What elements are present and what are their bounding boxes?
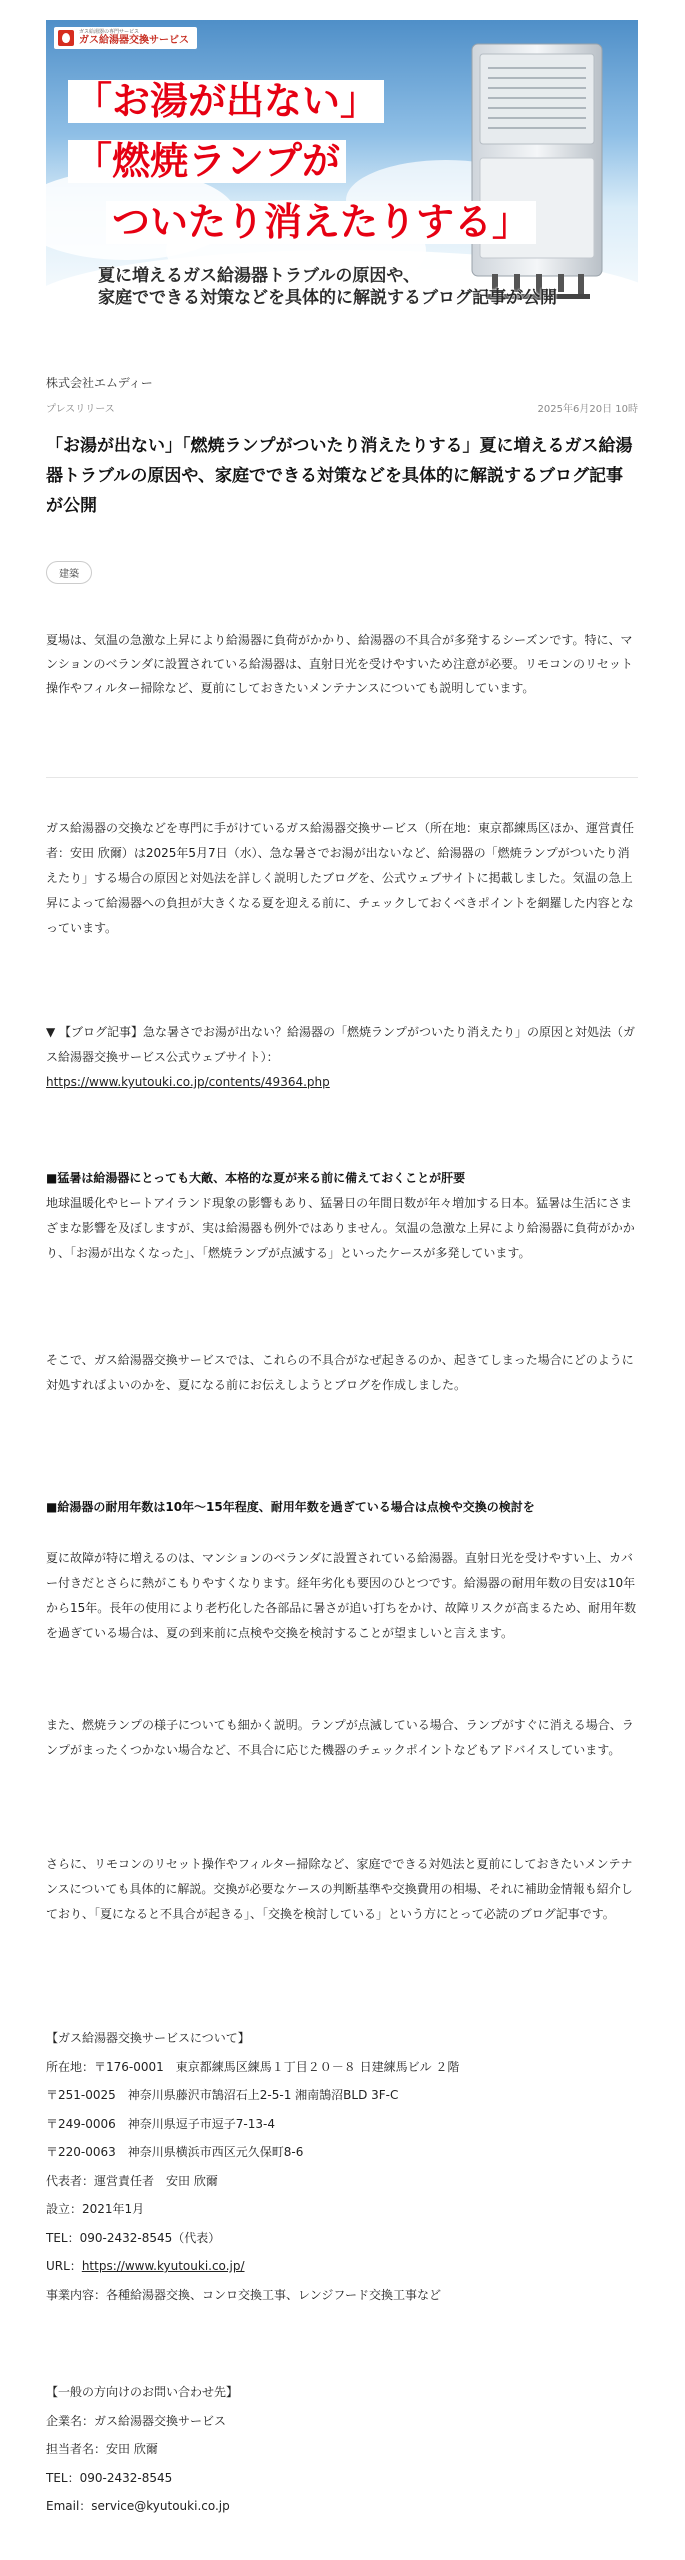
contact-email: Email：service@kyutouki.co.jp (46, 2499, 230, 2514)
company-address-3: 〒249-0006 神奈川県逗子市逗子7-13-4 (46, 2116, 275, 2131)
hero-subtitle (98, 265, 557, 309)
logo-name: ガス給湯器交換サービス (79, 35, 189, 46)
section-heading-2: ■給湯器の耐用年数は10年～15年程度、耐用年数を過ぎている場合は点検や交換の検討を (46, 1500, 535, 1514)
company-address-2: 〒251-0025 神奈川県藤沢市鵠沼石上2-5-1 湘南鵠沼BLD 3F-C (46, 2088, 399, 2103)
company-url-label: URL： (46, 2259, 82, 2274)
company-business: 事業内容：各種給湯器交換、コンロ交換工事、レンジフード交換工事など (46, 2287, 442, 2302)
headline-line-1: 「お湯が出ない」 (68, 80, 384, 123)
company-url-link[interactable]: https://www.kyutouki.co.jp/ (81, 2259, 245, 2274)
category-label[interactable]: プレスリリース (46, 404, 115, 415)
contact-info-block (46, 2378, 638, 2521)
blog-article-link[interactable]: https://www.kyutouki.co.jp/contents/49364.php (46, 1074, 330, 1089)
company-address-1: 所在地：〒176-0001 東京都練馬区練馬１丁目２０－８ 日建練馬ビル ２階 (46, 2059, 460, 2074)
blog-link-text: ▼ 【ブログ記事】急な暑さでお湯が出ない？給湯器の「燃焼ランプがついたり消えたり」の原因と対処法（ガス給湯器交換サービス公式ウェブサイト）： (46, 1025, 636, 1064)
page-title: 「お湯が出ない」「燃焼ランプがついたり消えたりする」夏に増えるガス給湯器トラブルの原因や、家庭でできる対策などを具体的に解説するブログ記事が公開 (46, 436, 633, 516)
contact-tel: TEL：090-2432-8545 (46, 2470, 173, 2485)
hero-subtitle-line-2: 家庭でできる対策などを具体的に解説するブログ記事が公開 (98, 288, 557, 309)
contact-company: 企業名：ガス給湯器交換サービス (46, 2413, 227, 2428)
contact-heading: 【一般の方向けのお問い合わせ先】 (46, 2385, 239, 2399)
category-tag[interactable]: 建築 (46, 561, 92, 584)
flame-logo-icon (58, 30, 74, 46)
meta-row (46, 400, 638, 415)
company-name[interactable]: 株式会社エムディー (46, 376, 153, 390)
company-address-4: 〒220-0063 神奈川県横浜市西区元久保町8-6 (46, 2145, 304, 2160)
headline-line-2: 「燃焼ランプが (68, 140, 346, 183)
lead-paragraph: 夏場は、気温の急激な上昇により給湯器に負荷がかかり、給湯器の不具合が多発するシーズンです。特に、マンションのベランダに設置されている給湯器は、直射日光を受けやすいため注意が必要。リモコンのリセット操作やフィルター掃除など、夏前にしておきたいメンテナンスについても説明しています。 (46, 633, 633, 695)
hero-banner-image (46, 20, 638, 322)
company-info-block (46, 2024, 638, 2309)
hero-subtitle-line-1: 夏に増えるガス給湯器トラブルの原因や、 (98, 266, 420, 286)
company-tel: TEL：090-2432-8545（代表） (46, 2230, 221, 2245)
company-established: 設立：2021年1月 (46, 2202, 145, 2217)
contact-person: 担当者名：安田 欣爾 (46, 2442, 158, 2457)
body-paragraph-4: 夏に故障が特に増えるのは、マンションのベランダに設置されている給湯器。直射日光を受けやすい上、カバー付きだとさらに熱がこもりやすくなります。経年劣化も要因のひとつです。給湯器の耐用年数の目安は10年から15年。長年の使用により老朽化した各部品に暑さが追い打ちをかけ、故障リスクが高まるため、耐用年数を過ぎている場合は、夏の到来前に点検や交換を検討することが望ましいと言えます。 (46, 1551, 637, 1640)
company-info-heading: 【ガス給湯器交換サービスについて】 (46, 2031, 250, 2045)
section-heading-1: ■猛暑は給湯器にとっても大敵、本格的な夏が来る前に備えておくことが肝要 (46, 1171, 466, 1185)
body-paragraph-3: そこで、ガス給湯器交換サービスでは、これらの不具合がなぜ起きるのか、起きてしまった場合にどのように対処すればよいのかを、夏になる前にお伝えしようとブログを作成しました。 (46, 1353, 634, 1392)
body-paragraph-6: さらに、リモコンのリセット操作やフィルター掃除など、家庭でできる対処法と夏前にしておきたいメンテナンスについても具体的に解説。交換が必要なケースの判断基準や交換費用の相場、それに補助金情報も紹介しており、「夏になると不具合が起きる」、「交換を検討している」という方にとって必読のブログ記事です。 (46, 1857, 633, 1921)
blog-link-paragraph (46, 1020, 638, 1095)
headline-line-3: ついたり消えたりする」 (106, 201, 536, 244)
logo-tagline: ガス給湯器の専門サービス (79, 29, 140, 35)
body-paragraph-2: 地球温暖化やヒートアイランド現象の影響もあり、猛暑日の年間日数が年々増加する日本。猛暑は生活にさまざまな影響を及ぼしますが、実は給湯器も例外ではありません。気温の急激な上昇により給湯器に負荷がかかり、「お湯が出なくなった」、「燃焼ランプが点滅する」といったケースが多発しています。 (46, 1196, 635, 1260)
brand-logo (54, 27, 197, 49)
body-paragraph-5: また、燃焼ランプの様子についても細かく説明。ランプが点滅している場合、ランプがすぐに消える場合、ランプがまったくつかない場合など、不具合に応じた機器のチェックポイントなどもアドバイスしています。 (46, 1718, 634, 1757)
divider (46, 777, 638, 778)
body-paragraph-1: ガス給湯器の交換などを専門に手がけているガス給湯器交換サービス（所在地：東京都練馬区ほか、運営責任者：安田 欣爾）は2025年5月7日（水）、急な暑さでお湯が出ないなど、給湯器の「燃焼ランプがついたり消えたり」する場合の原因と対処法を詳しく説明したブログを、公式ウェブサイトに掲載しました。気温の急上昇によって給湯器への負担が大きくなる夏を迎える前に、チェックしておくべきポイントを網羅した内容となっています。 (46, 821, 635, 935)
publish-date: 2025年6月20日 10時 (537, 404, 638, 415)
company-url-row (46, 2252, 638, 2281)
company-representative: 代表者：運営責任者 安田 欣爾 (46, 2173, 218, 2188)
